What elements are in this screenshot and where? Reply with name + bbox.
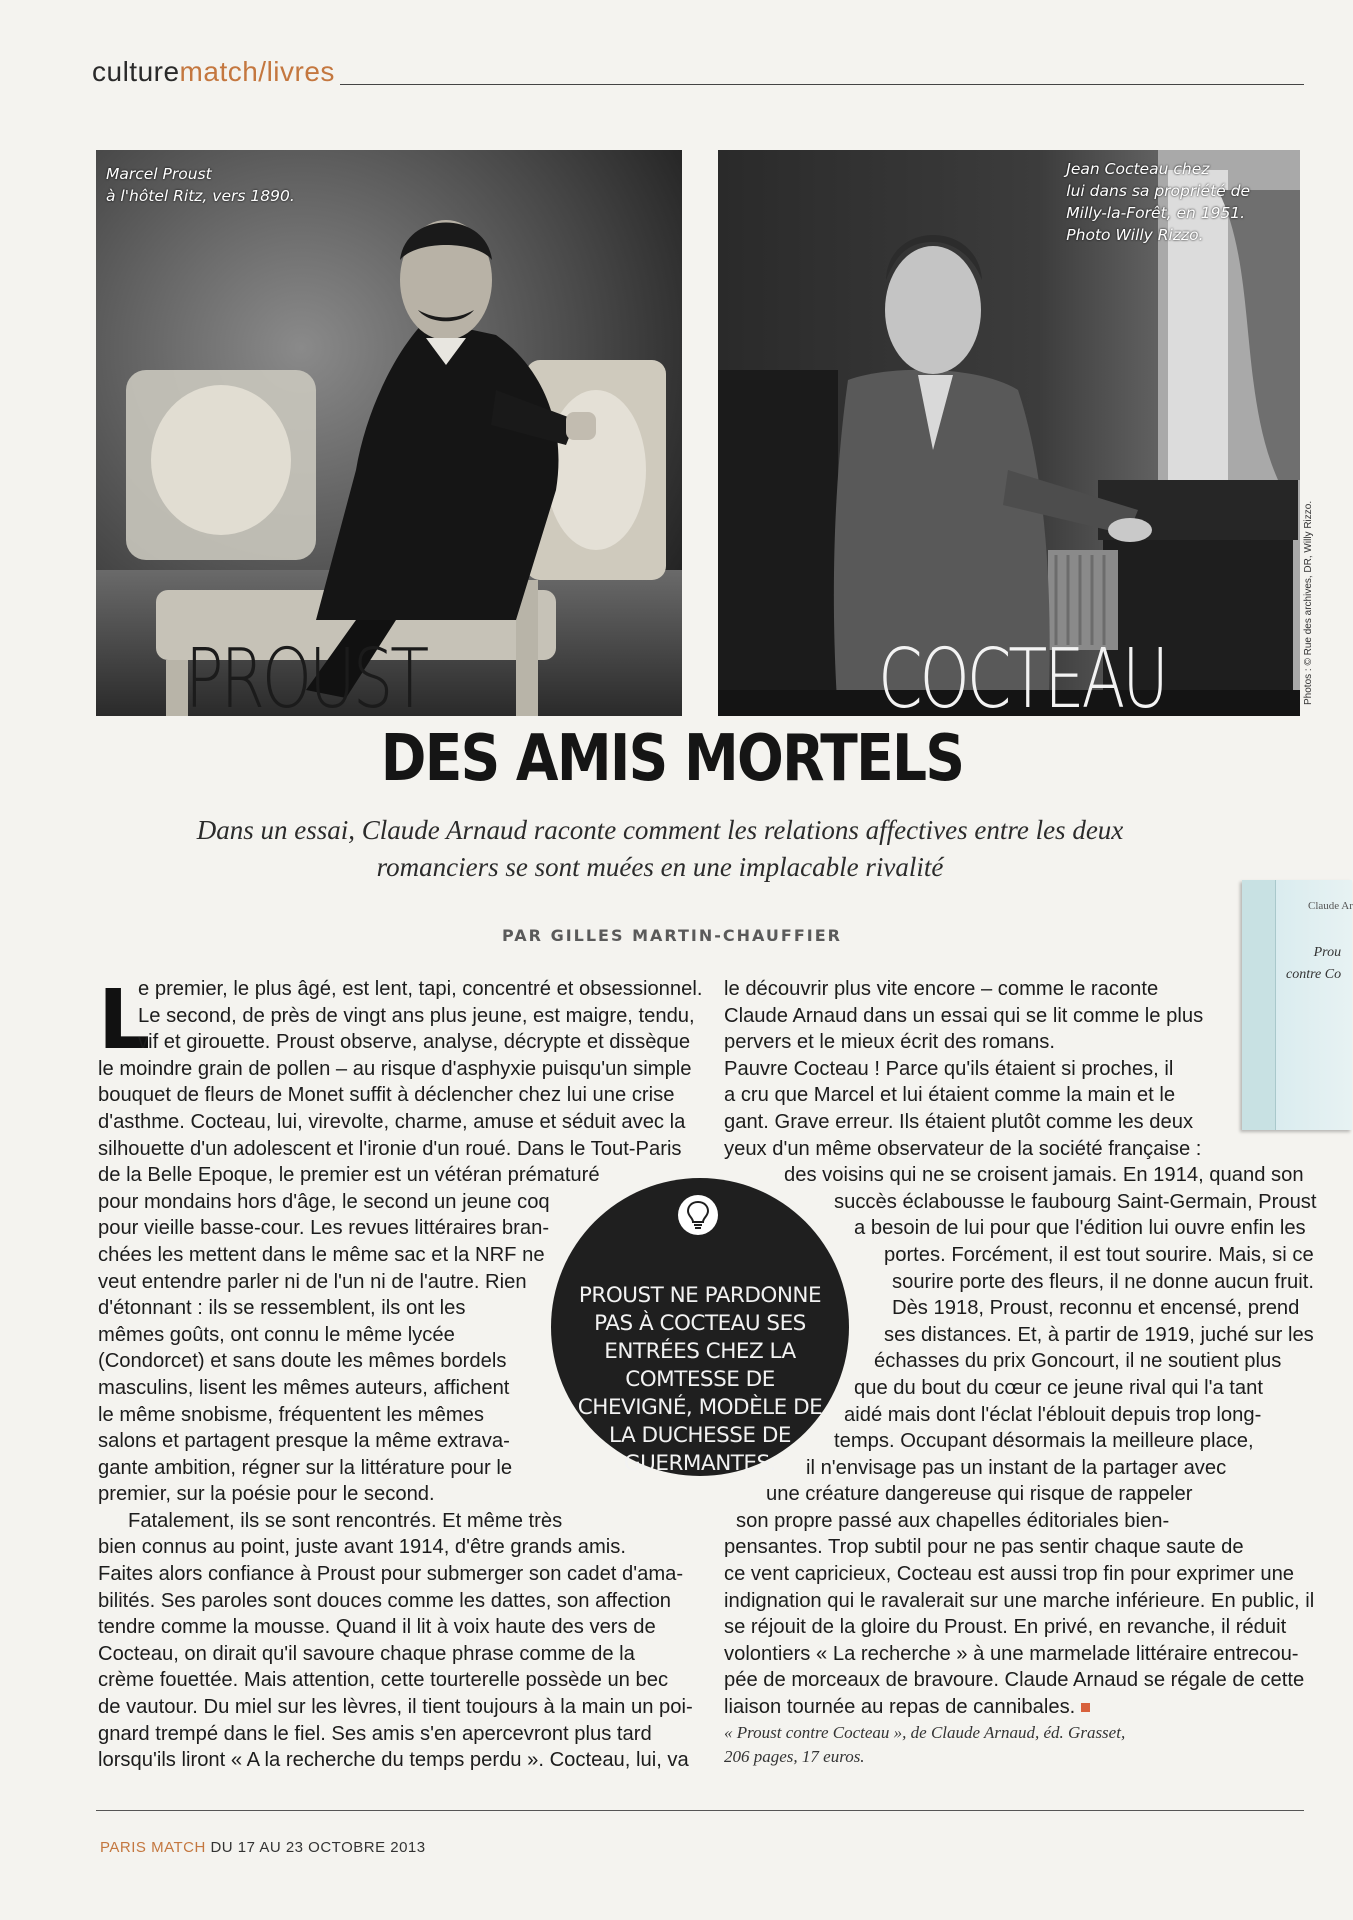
body-line: tendre comme la mousse. Quand il lit à voix haute des vers de [98, 1616, 656, 1639]
body-line: mêmes goûts, ont connu le même lycée [98, 1323, 455, 1346]
body-line: ses distances. Et, à partir de 1919, juché sur les [884, 1323, 1314, 1346]
body-line: d'étonnant : ils se ressemblent, ils ont les [98, 1297, 466, 1320]
body-line: le même snobisme, fréquentent les mêmes [98, 1403, 484, 1426]
body-line: pervers et le mieux écrit des romans. [724, 1031, 1055, 1054]
page-footer [100, 1839, 426, 1856]
cocteau-caption-line: Milly-la-Forêt, en 1951. [1066, 204, 1246, 222]
cocteau-caption-line: lui dans sa propriété de [1066, 182, 1250, 200]
body-line: Claude Arnaud dans un essai qui se lit comme le plus [724, 1004, 1204, 1027]
body-line: le moindre grain de pollen – au risque d'asphyxie puisqu'un simple [98, 1057, 692, 1080]
cocteau-caption-line: Jean Cocteau chez [1066, 160, 1210, 178]
cocteau-caption-line: Photo Willy Rizzo. [1066, 226, 1204, 244]
book-cover-title-line: Prou [1313, 945, 1342, 960]
body-line: e premier, le plus âgé, est lent, tapi, concentré et obsessionnel. [138, 978, 703, 1000]
body-line: d'asthme. Cocteau, lui, virevolte, charme, amuse et séduit avec la [98, 1110, 686, 1133]
body-line: crème fouettée. Mais attention, cette tourterelle possède un bec [98, 1669, 669, 1692]
book-cover-title-line: contre Co [1286, 967, 1342, 982]
proust-caption-line: à l'hôtel Ritz, vers 1890. [106, 187, 295, 205]
body-line: silhouette d'un adolescent et l'ironie d'un roué. Dans le Tout-Paris [98, 1137, 682, 1160]
body-line: de la Belle Epoque, le premier est un vétéran prématuré [98, 1164, 600, 1187]
body-line: Faites alors confiance à Proust pour submerger son cadet d'ama- [98, 1563, 684, 1586]
proust-name-overlay: PROUST [185, 632, 427, 727]
body-line: gnard trempé dans le fiel. Ses amis s'en apercevront plus tard [98, 1722, 652, 1745]
body-line: masculins, lisent les mêmes auteurs, affichent [98, 1376, 510, 1399]
body-line: indignation qui le ravalerait sur une marche inférieure. En public, il [724, 1589, 1315, 1612]
body-line: sourire porte des fleurs, il ne donne aucun fruit. [892, 1270, 1314, 1293]
end-of-article-square [1081, 1703, 1090, 1712]
body-line: gant. Grave erreur. Ils étaient plutôt comme les deux [724, 1110, 1194, 1133]
body-line: vif et girouette. Proust observe, analyse, décrypte et dissèque [138, 1031, 691, 1054]
article-deck: Dans un essai, Claude Arnaud raconte comment les relations affectives entre les deux romanciers se sont muées en une implacable rivalité [196, 815, 1124, 882]
body-line: Pauvre Cocteau ! Parce qu'ils étaient si proches, il [724, 1057, 1174, 1080]
body-line: gante ambition, régner sur la littérature pour le [98, 1456, 513, 1479]
body-line: ce vent capricieux, Cocteau est aussi trop fin pour exprimer une [724, 1563, 1295, 1586]
body-line: premier, sur la poésie pour le second. [98, 1483, 435, 1506]
pull-quote [551, 1178, 849, 1476]
header-rule [340, 84, 1304, 85]
section-name-match-livres: match/livres [179, 56, 335, 87]
body-line: (Condorcet) et sans doute les mêmes bordels [98, 1350, 507, 1373]
body-line: temps. Occupant désormais la meilleure place, [834, 1430, 1254, 1453]
body-line: se réjouit de la gloire du Proust. En privé, en revanche, il réduit [724, 1616, 1287, 1639]
cocteau-name-overlay: COCTEAU [878, 632, 1166, 727]
book-cover-author: Claude Ar [1308, 900, 1353, 912]
footer-rule [96, 1810, 1304, 1811]
body-line: aidé mais dont l'éclat l'éblouit depuis trop long- [844, 1403, 1262, 1426]
body-line: pée de morceaux de bravoure. Claude Arnaud se régale de cette [724, 1669, 1305, 1692]
photo-credit: Photos : © Rue des archives, DR, Willy Rizzo. [1303, 500, 1314, 705]
body-line: échasses du prix Goncourt, il ne soutient plus [874, 1350, 1282, 1373]
body-line: chées les mettent dans le même sac et la NRF ne [98, 1243, 545, 1266]
article-title: DES AMIS MORTELS [380, 722, 964, 796]
body-line: bien connus au point, juste avant 1914, d'être grands amis. [98, 1536, 626, 1559]
body-line: liaison tournée au repas de cannibales. [724, 1694, 1314, 1721]
cocteau-caption [1066, 158, 1250, 246]
body-line: il n'envisage pas un instant de la partager avec [806, 1456, 1227, 1479]
lightbulb-icon [675, 1192, 721, 1238]
body-line: succès éclabousse le faubourg Saint-Germain, Proust [834, 1190, 1317, 1213]
article-byline: PAR GILLES MARTIN-CHAUFFIER [502, 926, 842, 945]
body-line: pour vieille basse-cour. Les revues littéraires bran- [98, 1217, 550, 1240]
book-reference: 206 pages, 17 euros. [724, 1746, 865, 1766]
body-line: Dès 1918, Proust, reconnu et encensé, prend [892, 1297, 1300, 1320]
section-rubric [92, 58, 335, 86]
section-name-culture: culture [92, 56, 180, 87]
footer-brand: PARIS MATCH [100, 1839, 206, 1856]
body-line: une créature dangereuse qui risque de rappeler [766, 1483, 1193, 1506]
footer-date: DU 17 AU 23 OCTOBRE 2013 [210, 1839, 426, 1856]
body-line: Cocteau, on dirait qu'il savoure chaque phrase comme de la [98, 1642, 635, 1665]
body-line: veut entendre parler ni de l'un ni de l'autre. Rien [98, 1270, 527, 1293]
body-line: yeux d'un même observateur de la société française : [724, 1137, 1202, 1160]
body-line: a besoin de lui pour que l'édition lui ouvre enfin les [854, 1217, 1306, 1240]
proust-caption-line: Marcel Proust [106, 165, 212, 183]
body-line: salons et partagent presque la même extrava- [98, 1430, 510, 1453]
body-line: bilités. Ses paroles sont douces comme les dattes, son affection [98, 1589, 672, 1612]
body-line: portes. Forcément, il est tout sourire. Mais, si ce [884, 1243, 1314, 1266]
body-line: pour mondains hors d'âge, le second un jeune coq [98, 1190, 550, 1213]
body-line: son propre passé aux chapelles éditoriales bien- [736, 1509, 1170, 1532]
drop-cap: L [98, 973, 151, 1068]
body-line: le découvrir plus vite encore – comme le raconte [724, 978, 1159, 1000]
book-reference: « Proust contre Cocteau », de Claude Arnaud, éd. Grasset, [724, 1722, 1126, 1742]
proust-caption [106, 163, 295, 207]
body-line: des voisins qui ne se croisent jamais. En 1914, quand son [784, 1164, 1304, 1187]
body-line: lorsqu'ils liront « A la recherche du temps perdu ». Cocteau, lui, va [98, 1749, 689, 1772]
body-line: de vautour. Du miel sur les lèvres, il tient toujours à la main un poi- [98, 1696, 693, 1719]
body-line: volontiers « La recherche » à une marmelade littéraire entrecou- [724, 1642, 1299, 1665]
body-line: Le second, de près de vingt ans plus jeune, est maigre, tendu, [138, 1004, 695, 1027]
body-line: bouquet de fleurs de Monet suffit à déclencher chez lui une crise [98, 1084, 675, 1107]
body-line: Fatalement, ils se sont rencontrés. Et même très [128, 1509, 563, 1532]
pull-quote-text: PROUST NE PARDONNE PAS À COCTEAU SES ENTRÉES CHEZ LA COMTESSE DE CHEVIGNÉ, MODÈLE DE LA DUCHESSE DE GUERMANTES. [577, 1283, 823, 1476]
body-line: que du bout du cœur ce jeune rival qui l'a tant [854, 1376, 1263, 1399]
body-line: a cru que Marcel et lui étaient comme la main et le [724, 1084, 1176, 1107]
body-line: pensantes. Trop subtil pour ne pas sentir chaque saute de [724, 1536, 1244, 1559]
